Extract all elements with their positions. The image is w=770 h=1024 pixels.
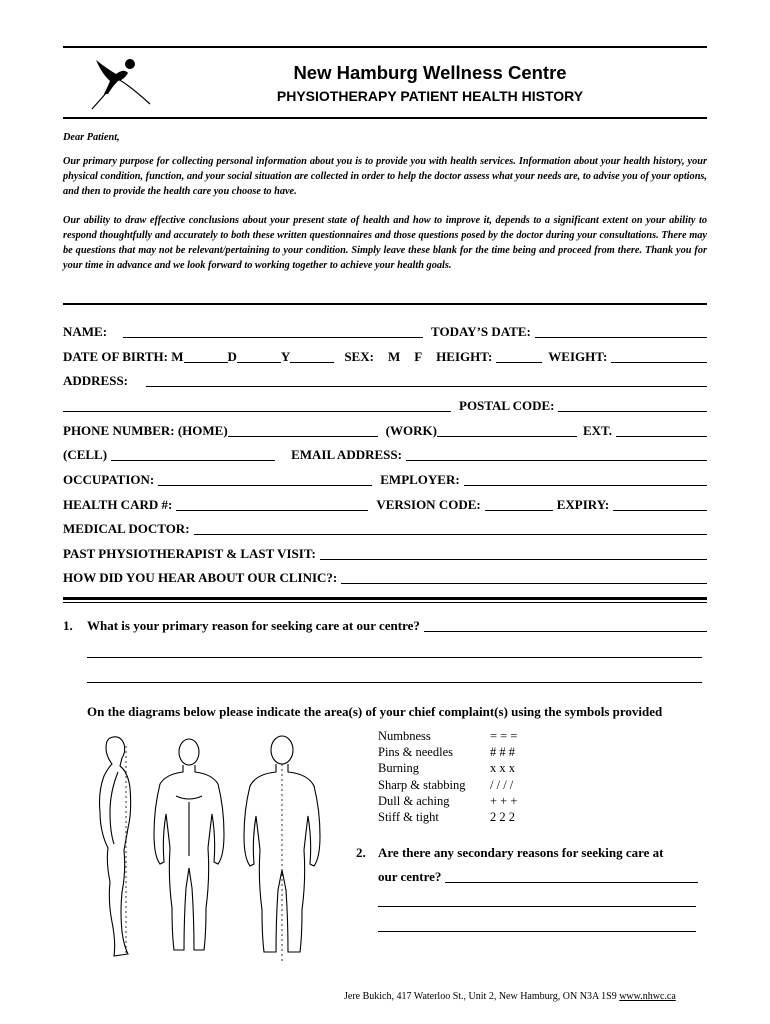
footer-website-link[interactable]: www.nhwc.ca	[619, 991, 676, 1002]
email-field[interactable]	[406, 448, 707, 461]
question-2-text-line-2: our centre?	[378, 869, 442, 884]
question-1-text: What is your primary reason for seeking care at our centre?	[87, 618, 420, 633]
footer	[344, 991, 676, 1002]
height-label: HEIGHT:	[436, 349, 493, 364]
sex-label: SEX:	[344, 349, 374, 364]
medical-doctor-label: MEDICAL DOCTOR:	[63, 521, 190, 536]
address-line-2-field[interactable]	[63, 399, 451, 412]
medical-doctor-row	[63, 517, 707, 537]
phone-home-field[interactable]	[228, 424, 378, 437]
top-rule	[63, 46, 707, 48]
question-1	[63, 618, 707, 634]
name-field[interactable]	[123, 325, 423, 338]
todays-date-field[interactable]	[535, 325, 707, 338]
health-card-label: HEALTH CARD #:	[63, 497, 173, 512]
question-1-answer-line-2[interactable]	[87, 656, 702, 658]
legend-row: Numbness = = =	[378, 729, 518, 743]
body-diagram-front-icon	[150, 738, 228, 956]
dob-year-label: Y	[280, 349, 291, 364]
expiry-label: EXPIRY:	[556, 497, 610, 512]
address-field[interactable]	[146, 374, 707, 387]
cell-email-row	[63, 443, 707, 463]
question-2	[356, 845, 663, 861]
question-2-number: 2.	[356, 845, 366, 860]
body-diagram-back-icon	[236, 734, 328, 966]
legend-row: Pins & needles # # #	[378, 745, 515, 760]
legend-row: Burning x x x	[378, 761, 515, 776]
address-row	[63, 369, 707, 389]
legend-row: Sharp & stabbing / / / /	[378, 777, 514, 792]
address-label: ADDRESS:	[63, 373, 129, 388]
question-1-answer-line-1[interactable]	[424, 619, 707, 632]
phone-row	[63, 419, 707, 439]
ext-field[interactable]	[616, 424, 707, 437]
hear-about-field[interactable]	[341, 571, 707, 584]
question-2-answer-line-2[interactable]	[378, 905, 696, 907]
intro-paragraph-2: Our ability to draw effective conclusions about your present state of health and how to improve it, depends to a significant extent on your ability to respond thoughtfully and accurately to both these written questionnaires and those questions posed by the doctor during your consultations. There may be questions that may not be relevant/pertaining to your condition. Simply leave these blank for the time being and proceed from there. Thank you for your time in advance and we look forward to working together to achieve your health goals.	[63, 215, 707, 271]
intro-rule	[63, 303, 707, 305]
height-field[interactable]	[496, 350, 542, 363]
hear-about-label: HOW DID YOU HEAR ABOUT OUR CLINIC?:	[63, 570, 338, 585]
clinic-name: New Hamburg Wellness Centre	[293, 62, 567, 83]
occupation-row	[63, 468, 707, 488]
postal-code-label: POSTAL CODE:	[459, 398, 555, 413]
body-diagram-side-icon	[88, 732, 144, 968]
footer-address: Jere Bukich, 417 Waterloo St., Unit 2, New Hamburg, ON N3A 1S9	[344, 991, 617, 1002]
intro-paragraph-1: Our primary purpose for collecting personal information about you is to provide you with health services. Information about your health history, your physical condition, function, and your social situation are collected in order to help the doctor assess what your needs are, to advise you of your options, and then to provide the health care you choose to have.	[63, 156, 707, 197]
sex-f-option[interactable]: F	[414, 349, 423, 364]
past-physio-field[interactable]	[320, 547, 707, 560]
expiry-field[interactable]	[613, 498, 707, 511]
occupation-field[interactable]	[158, 473, 372, 486]
question-1-answer-line-3[interactable]	[87, 681, 702, 683]
figure-logo-icon	[88, 54, 154, 112]
dob-day-label: D	[227, 349, 237, 364]
version-code-field[interactable]	[485, 498, 553, 511]
section-rule-thin	[63, 602, 707, 603]
name-row	[63, 320, 707, 340]
past-physio-label: PAST PHYSIOTHERAPIST & LAST VISIT:	[63, 546, 316, 561]
cell-field[interactable]	[111, 448, 275, 461]
cell-label: (CELL)	[63, 447, 108, 462]
legend-row: Stiff & tight 2 2 2	[378, 810, 515, 825]
phone-home-label: PHONE NUMBER: (HOME)	[63, 423, 228, 438]
email-label: EMAIL ADDRESS:	[291, 447, 402, 462]
diagram-instruction: On the diagrams below please indicate the area(s) of your chief complaint(s) using the symbols provided	[87, 704, 663, 719]
phone-work-label: (WORK)	[385, 423, 437, 438]
dob-label: DATE OF BIRTH: M	[63, 349, 184, 364]
dob-row	[63, 345, 707, 365]
medical-doctor-field[interactable]	[194, 522, 707, 535]
name-label: NAME:	[63, 324, 108, 339]
phone-work-field[interactable]	[437, 424, 577, 437]
question-2-answer-line-3[interactable]	[378, 930, 696, 932]
employer-field[interactable]	[464, 473, 707, 486]
ext-label: EXT.	[582, 423, 612, 438]
symbol-legend	[378, 728, 517, 825]
health-card-field[interactable]	[176, 498, 368, 511]
question-1-number: 1.	[63, 618, 73, 633]
question-2-text-line-1: Are there any secondary reasons for seeking care at	[378, 845, 664, 860]
dob-year-field[interactable]	[290, 350, 334, 363]
weight-label: WEIGHT:	[548, 349, 608, 364]
salutation: Dear Patient,	[63, 132, 120, 143]
employer-label: EMPLOYER:	[380, 472, 460, 487]
hear-about-row	[63, 566, 707, 586]
postal-row	[63, 394, 707, 414]
dob-month-field[interactable]	[184, 350, 228, 363]
question-2-answer-line-1[interactable]	[445, 870, 698, 883]
dob-day-field[interactable]	[237, 350, 281, 363]
question-2-line-2	[378, 869, 698, 885]
legend-row: Dull & aching + + +	[378, 793, 518, 808]
header-rule	[63, 117, 707, 119]
past-physio-row	[63, 542, 707, 562]
occupation-label: OCCUPATION:	[63, 472, 155, 487]
section-rule-thick	[63, 597, 707, 600]
version-code-label: VERSION CODE:	[376, 497, 481, 512]
todays-date-label: TODAY’S DATE:	[431, 324, 531, 339]
health-card-row	[63, 493, 707, 513]
postal-code-field[interactable]	[558, 399, 707, 412]
weight-field[interactable]	[611, 350, 707, 363]
sex-m-option[interactable]: M	[387, 349, 401, 364]
form-title: PHYSIOTHERAPY PATIENT HEALTH HISTORY	[276, 88, 584, 104]
